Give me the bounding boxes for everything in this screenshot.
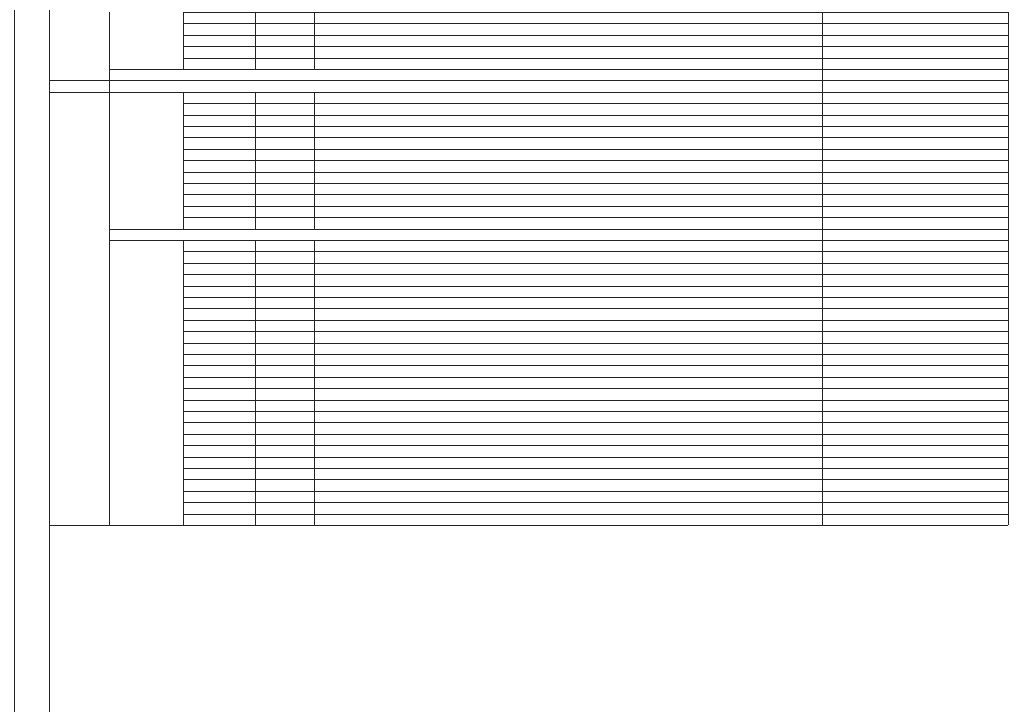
entry-description xyxy=(317,194,819,205)
entry-amount xyxy=(824,400,1004,411)
column-rule xyxy=(255,240,256,525)
row-rule xyxy=(183,23,1008,24)
entry-date xyxy=(186,251,254,262)
row-rule xyxy=(183,172,1008,173)
entry-description xyxy=(317,502,819,513)
entry-description xyxy=(317,92,819,103)
entry-amount xyxy=(824,286,1004,297)
column-rule xyxy=(1008,12,1009,92)
entry-description xyxy=(317,377,819,388)
voucher-number xyxy=(258,479,313,490)
voucher-number xyxy=(258,445,313,456)
row-rule xyxy=(109,229,1008,230)
entry-description xyxy=(317,468,819,479)
entry-amount xyxy=(824,126,1004,137)
entry-date xyxy=(186,103,254,114)
row-rule xyxy=(183,468,1008,469)
entry-description xyxy=(317,172,819,183)
voucher-number xyxy=(258,35,313,46)
entry-date xyxy=(186,12,254,23)
entry-amount xyxy=(824,502,1004,513)
entry-description xyxy=(317,183,819,194)
row-rule xyxy=(183,308,1008,309)
entry-amount xyxy=(824,115,1004,126)
entry-date xyxy=(186,172,254,183)
column-rule xyxy=(314,12,315,69)
entry-date xyxy=(186,46,254,57)
subtotal-amount xyxy=(824,80,1004,91)
column-rule xyxy=(183,12,184,69)
entry-description xyxy=(317,12,819,23)
entry-description xyxy=(317,331,819,342)
entry-date xyxy=(186,514,254,525)
voucher-number xyxy=(258,23,313,34)
entry-description xyxy=(317,115,819,126)
row-rule xyxy=(183,514,1008,515)
entry-amount xyxy=(824,251,1004,262)
voucher-number xyxy=(258,502,313,513)
entry-description xyxy=(317,206,819,217)
column-rule xyxy=(109,12,110,92)
row-rule xyxy=(183,240,1008,241)
column-rule xyxy=(49,10,50,712)
entry-amount xyxy=(824,92,1004,103)
voucher-number xyxy=(258,354,313,365)
entry-amount xyxy=(824,149,1004,160)
entry-amount xyxy=(824,411,1004,422)
row-rule xyxy=(183,434,1008,435)
column-rule xyxy=(822,240,823,525)
entry-amount xyxy=(824,331,1004,342)
entry-description xyxy=(317,217,819,228)
entry-date xyxy=(186,217,254,228)
entry-description xyxy=(317,35,819,46)
subtotal-amount xyxy=(824,229,1004,240)
entry-description xyxy=(317,320,819,331)
voucher-number xyxy=(258,194,313,205)
entry-date xyxy=(186,479,254,490)
row-rule xyxy=(183,217,1008,218)
entry-amount xyxy=(824,217,1004,228)
entry-description xyxy=(317,149,819,160)
column-rule xyxy=(183,240,184,525)
voucher-number xyxy=(258,297,313,308)
entry-amount xyxy=(824,491,1004,502)
row-rule xyxy=(183,35,1008,36)
entry-date xyxy=(186,297,254,308)
category-label xyxy=(109,153,183,167)
row-rule xyxy=(183,343,1008,344)
entry-amount xyxy=(824,46,1004,57)
entry-amount xyxy=(824,468,1004,479)
entry-date xyxy=(186,445,254,456)
entry-amount xyxy=(824,23,1004,34)
entry-description xyxy=(317,434,819,445)
entry-description xyxy=(317,514,819,525)
entry-date xyxy=(186,240,254,251)
row-rule xyxy=(183,183,1008,184)
entry-description xyxy=(317,354,819,365)
voucher-number xyxy=(258,514,313,525)
entry-date xyxy=(186,377,254,388)
column-rule xyxy=(822,92,823,240)
voucher-number xyxy=(258,206,313,217)
row-rule xyxy=(183,445,1008,446)
voucher-number xyxy=(258,434,313,445)
entry-description xyxy=(317,491,819,502)
row-rule xyxy=(183,92,1008,93)
entry-amount xyxy=(824,194,1004,205)
entry-amount xyxy=(824,320,1004,331)
row-rule xyxy=(183,274,1008,275)
voucher-number xyxy=(258,115,313,126)
voucher-number xyxy=(258,388,313,399)
column-rule xyxy=(255,92,256,229)
row-rule xyxy=(183,320,1008,321)
entry-amount xyxy=(824,103,1004,114)
voucher-number xyxy=(258,251,313,262)
row-rule xyxy=(109,69,1008,70)
row-rule xyxy=(183,479,1008,480)
row-rule xyxy=(183,149,1008,150)
entry-date xyxy=(186,274,254,285)
entry-description xyxy=(317,160,819,171)
entry-description xyxy=(317,126,819,137)
entry-date xyxy=(186,308,254,319)
voucher-number xyxy=(258,217,313,228)
entry-amount xyxy=(824,434,1004,445)
column-rule xyxy=(255,12,256,69)
row-rule xyxy=(183,251,1008,252)
entry-date xyxy=(186,58,254,69)
row-rule xyxy=(183,377,1008,378)
voucher-number xyxy=(258,308,313,319)
entry-date xyxy=(186,115,254,126)
entry-amount xyxy=(824,240,1004,251)
voucher-number xyxy=(258,46,313,57)
row-rule xyxy=(183,331,1008,332)
entry-date xyxy=(186,126,254,137)
entry-description xyxy=(317,274,819,285)
entry-date xyxy=(186,263,254,274)
entry-description xyxy=(317,388,819,399)
entry-amount xyxy=(824,445,1004,456)
voucher-number xyxy=(258,286,313,297)
entry-date xyxy=(186,411,254,422)
entry-amount xyxy=(824,206,1004,217)
voucher-number xyxy=(258,411,313,422)
entry-description xyxy=(317,365,819,376)
entry-date xyxy=(186,194,254,205)
row-rule xyxy=(183,502,1008,503)
entry-amount xyxy=(824,388,1004,399)
row-rule xyxy=(183,58,1008,59)
row-rule xyxy=(183,160,1008,161)
entry-date xyxy=(186,434,254,445)
row-rule xyxy=(183,263,1008,264)
voucher-number xyxy=(258,160,313,171)
entry-amount xyxy=(824,274,1004,285)
voucher-number xyxy=(258,103,313,114)
voucher-number xyxy=(258,126,313,137)
entry-date xyxy=(186,137,254,148)
column-rule xyxy=(314,240,315,525)
entry-description xyxy=(317,422,819,433)
column-rule xyxy=(183,92,184,229)
row-rule xyxy=(183,491,1008,492)
row-rule xyxy=(183,194,1008,195)
entry-amount xyxy=(824,58,1004,69)
voucher-number xyxy=(258,422,313,433)
entry-description xyxy=(317,58,819,69)
entry-amount xyxy=(824,12,1004,23)
column-rule xyxy=(1008,92,1009,240)
entry-description xyxy=(317,479,819,490)
entry-date xyxy=(186,343,254,354)
voucher-number xyxy=(258,149,313,160)
column-rule xyxy=(822,12,823,92)
row-rule xyxy=(183,206,1008,207)
entry-amount xyxy=(824,422,1004,433)
row-rule xyxy=(183,115,1008,116)
entry-date xyxy=(186,422,254,433)
row-rule xyxy=(183,422,1008,423)
voucher-number xyxy=(258,240,313,251)
entry-date xyxy=(186,400,254,411)
entry-date xyxy=(186,365,254,376)
entry-amount xyxy=(824,365,1004,376)
voucher-number xyxy=(258,491,313,502)
row-rule xyxy=(49,80,1008,81)
voucher-number xyxy=(258,365,313,376)
column-rule xyxy=(109,240,110,525)
subtotal-label xyxy=(314,229,816,240)
voucher-number xyxy=(258,468,313,479)
row-rule xyxy=(183,400,1008,401)
row-rule xyxy=(183,286,1008,287)
entry-description xyxy=(317,137,819,148)
voucher-number xyxy=(258,58,313,69)
voucher-number xyxy=(258,274,313,285)
entry-amount xyxy=(824,514,1004,525)
row-rule xyxy=(183,137,1008,138)
subtotal-label xyxy=(314,69,816,80)
entry-amount xyxy=(824,457,1004,468)
row-rule xyxy=(183,46,1008,47)
row-rule xyxy=(183,12,1008,13)
entry-description xyxy=(317,103,819,114)
entry-description xyxy=(317,286,819,297)
row-rule xyxy=(183,411,1008,412)
entry-description xyxy=(317,343,819,354)
entry-amount xyxy=(824,308,1004,319)
row-rule xyxy=(183,457,1008,458)
entry-date xyxy=(186,331,254,342)
voucher-number xyxy=(258,172,313,183)
subtotal-label xyxy=(314,80,816,91)
entry-date xyxy=(186,160,254,171)
entry-amount xyxy=(824,137,1004,148)
column-rule xyxy=(14,10,15,712)
row-rule xyxy=(183,354,1008,355)
entry-description xyxy=(317,308,819,319)
entry-date xyxy=(186,320,254,331)
entry-description xyxy=(317,46,819,57)
entry-date xyxy=(186,35,254,46)
entry-amount xyxy=(824,172,1004,183)
entry-date xyxy=(186,92,254,103)
entry-date xyxy=(186,183,254,194)
entry-amount xyxy=(824,343,1004,354)
voucher-number xyxy=(258,137,313,148)
entry-description xyxy=(317,400,819,411)
row-rule xyxy=(49,525,1008,526)
entry-amount xyxy=(824,354,1004,365)
entry-amount xyxy=(824,160,1004,171)
voucher-number xyxy=(258,92,313,103)
entry-description xyxy=(317,23,819,34)
entry-date xyxy=(186,457,254,468)
entry-description xyxy=(317,263,819,274)
row-rule xyxy=(183,103,1008,104)
entry-amount xyxy=(824,377,1004,388)
entry-description xyxy=(317,457,819,468)
entry-description xyxy=(317,445,819,456)
column-rule xyxy=(314,92,315,229)
entry-amount xyxy=(824,183,1004,194)
entry-description xyxy=(317,240,819,251)
entry-amount xyxy=(824,263,1004,274)
voucher-number xyxy=(258,12,313,23)
entry-date xyxy=(186,491,254,502)
voucher-number xyxy=(258,183,313,194)
entry-amount xyxy=(824,479,1004,490)
entry-description xyxy=(317,297,819,308)
row-rule xyxy=(183,365,1008,366)
row-rule xyxy=(183,126,1008,127)
entry-amount xyxy=(824,35,1004,46)
subtotal-amount xyxy=(824,69,1004,80)
voucher-number xyxy=(258,457,313,468)
entry-date xyxy=(186,206,254,217)
entry-description xyxy=(317,411,819,422)
entry-amount xyxy=(824,297,1004,308)
entry-date xyxy=(186,149,254,160)
entry-date xyxy=(186,23,254,34)
row-rule xyxy=(183,388,1008,389)
entry-description xyxy=(317,251,819,262)
voucher-number xyxy=(258,343,313,354)
entry-date xyxy=(186,286,254,297)
voucher-number xyxy=(258,263,313,274)
entry-date xyxy=(186,502,254,513)
row-rule xyxy=(183,297,1008,298)
voucher-number xyxy=(258,320,313,331)
voucher-number xyxy=(258,400,313,411)
voucher-number xyxy=(258,331,313,342)
column-rule xyxy=(1008,240,1009,525)
voucher-number xyxy=(258,377,313,388)
entry-date xyxy=(186,388,254,399)
entry-date xyxy=(186,468,254,479)
entry-date xyxy=(186,354,254,365)
